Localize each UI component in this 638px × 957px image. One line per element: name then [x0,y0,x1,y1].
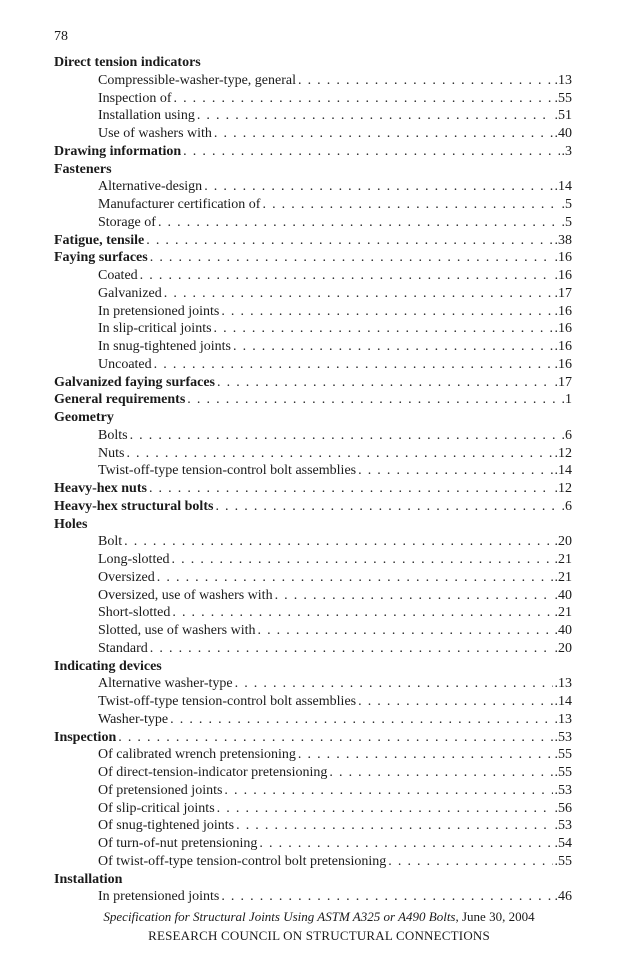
entry-page-ref: .13 [554,72,572,88]
entry-label: Geometry [54,410,114,425]
index-subentry [54,800,572,818]
dot-leader [215,498,559,516]
dot-leader [217,374,553,392]
index-subentry [54,817,572,835]
entry-label: Twist-off-type tension-control bolt assemblies [98,694,357,709]
dot-leader [329,764,552,782]
entry-page-ref: .5 [561,214,572,230]
index-heading [54,143,572,161]
entry-label: Short-slotted [98,605,171,621]
entry-label: Holes [54,516,88,532]
entry-label: Installation [54,871,123,887]
entry-page-ref: .13 [554,711,572,727]
entry-page-ref: .54 [554,836,572,851]
dot-leader [214,320,553,338]
entry-page-ref: .53 [554,729,572,745]
dot-leader [235,675,553,693]
index-heading [54,658,572,676]
index-subentry [54,445,572,463]
dot-leader [275,587,553,605]
index-heading [54,409,572,427]
entry-label: Storage of [98,214,156,230]
entry-label: Galvanized faying surfaces [54,374,215,390]
entry-label: Bolts [98,427,128,443]
entry-page-ref: .16 [554,339,572,354]
dot-leader [149,480,553,498]
dot-leader [262,196,559,214]
index-subentry [54,764,572,782]
entry-page-ref: .51 [554,108,572,124]
entry-label: Twist-off-type tension-control bolt assemblies [98,463,357,479]
entry-label: Of twist-off-type tension-control bolt pretensioning [98,853,387,869]
entry-page-ref: .14 [554,179,572,195]
dot-leader [257,622,552,640]
index-subentry [54,711,572,729]
entry-label: Coated [98,268,138,283]
entry-page-ref: .6 [561,427,572,443]
dot-leader [183,143,559,161]
entry-label: Oversized, use of washers with [98,587,273,603]
index-subentry [54,587,572,605]
index-subentry [54,178,572,196]
index-subentry [54,356,572,374]
index-subentry [54,888,572,906]
entry-label: Alternative-design [98,179,203,195]
dot-leader [233,338,553,356]
dot-leader [164,285,553,303]
entry-label: Drawing information [54,143,182,159]
index-subentry [54,427,572,445]
entry-label: In slip-critical joints [98,321,212,337]
footer-title: Specification for Structural Joints Using ASTM A325 or A490 Bolts [103,909,456,924]
index-subentry [54,303,572,321]
entry-label: Slotted, use of washers with [98,623,256,638]
entry-label: Heavy-hex nuts [54,481,147,496]
entry-page-ref: .20 [554,640,572,656]
footer-specification-title [0,908,638,926]
dot-leader [173,90,552,108]
entry-label: Of calibrated wrench pretensioning [98,747,296,763]
entry-label: Inspection of [98,90,172,106]
index-subentry [54,107,572,125]
entry-page-ref: .3 [561,143,572,159]
entry-label: Manufacturer certification of [98,197,261,212]
entry-label: In pretensioned joints [98,303,220,319]
entry-label: In snug-tightened joints [98,339,231,354]
dot-leader [224,782,552,800]
dot-leader [358,462,552,480]
index-heading [54,249,572,267]
entry-page-ref: .13 [554,676,572,692]
index-subentry [54,746,572,764]
entry-label: Bolt [98,534,123,550]
entry-page-ref: .1 [561,392,572,408]
entry-page-ref: .56 [554,800,572,816]
index-subentry [54,533,572,551]
entry-label: Alternative washer-type [98,676,233,692]
entry-page-ref: .14 [554,694,572,709]
entry-page-ref: .40 [554,623,572,638]
entry-page-ref: .53 [554,818,572,834]
index-subentry [54,338,572,356]
entry-page-ref: .55 [554,765,572,780]
dot-leader [118,729,552,747]
entry-page-ref: .5 [561,197,572,212]
index-heading [54,54,572,72]
index-heading [54,871,572,889]
entry-label: Fatigue, tensile [54,232,145,248]
dot-leader [172,604,552,622]
dot-leader [197,107,553,125]
entry-label: Installation using [98,108,195,124]
entry-page-ref: .12 [554,481,572,496]
dot-leader [170,711,552,729]
index-subentry [54,835,572,853]
entry-page-ref: .16 [554,356,572,372]
index-subentry [54,640,572,658]
entry-label: Compressible-washer-type, general [98,72,296,88]
entry-label: Standard [98,640,148,656]
entry-label: Washer-type [98,711,169,727]
index-subentry [54,604,572,622]
index-subentry [54,622,572,640]
entry-page-ref: .21 [554,552,572,567]
entry-label: General requirements [54,392,186,408]
dot-leader [358,693,552,711]
footer-council: RESEARCH COUNCIL ON STRUCTURAL CONNECTIONS [148,928,490,943]
index-subentry [54,693,572,711]
dot-leader [140,267,553,285]
dot-leader [214,125,553,143]
entry-page-ref: .40 [554,587,572,603]
entry-label: Long-slotted [98,552,170,567]
dot-leader [298,72,553,90]
index-list [54,54,572,906]
entry-page-ref: .21 [554,569,572,585]
index-heading [54,161,572,179]
index-subentry [54,782,572,800]
entry-page-ref: .55 [554,853,572,869]
entry-label: Heavy-hex structural bolts [54,498,214,514]
dot-leader [124,533,552,551]
entry-label: Inspection [54,729,117,745]
dot-leader [259,835,552,853]
dot-leader [298,746,553,764]
entry-page-ref: .16 [554,321,572,337]
entry-label: Faying surfaces [54,250,148,266]
page-number: 78 [54,29,68,44]
dot-leader [204,178,552,196]
dot-leader [146,232,552,250]
index-heading [54,498,572,516]
dot-leader [158,214,560,232]
footer-date: , June 30, 2004 [455,909,535,924]
entry-label: Of direct-tension-indicator pretensioning [98,765,328,780]
index-subentry [54,214,572,232]
index-subentry [54,125,572,143]
entry-page-ref: .16 [554,250,572,266]
dot-leader [221,888,552,906]
entry-label: In pretensioned joints [98,889,220,905]
entry-page-ref: .21 [554,605,572,621]
index-subentry [54,675,572,693]
entry-page-ref: .55 [554,747,572,763]
dot-leader [236,817,552,835]
dot-leader [187,391,559,409]
index-subentry [54,569,572,587]
entry-label: Direct tension indicators [54,55,201,70]
dot-leader [388,853,552,871]
dot-leader [172,551,553,569]
index-heading [54,729,572,747]
index-subentry [54,551,572,569]
entry-page-ref: .14 [554,463,572,479]
entry-page-ref: .12 [554,445,572,461]
entry-label: Use of washers with [98,126,212,141]
entry-label: Of pretensioned joints [98,782,223,798]
index-subentry [54,285,572,303]
entry-page-ref: .55 [554,90,572,106]
index-subentry [54,196,572,214]
dot-leader [217,800,553,818]
entry-label: Nuts [98,445,125,461]
dot-leader [130,427,560,445]
index-heading [54,374,572,392]
entry-page-ref: .17 [554,374,572,390]
entry-label: Oversized [98,569,155,585]
index-subentry [54,462,572,480]
entry-page-ref: .46 [554,889,572,905]
entry-label: Fasteners [54,161,112,177]
index-subentry [54,320,572,338]
dot-leader [221,303,552,321]
entry-page-ref: .16 [554,268,572,283]
entry-label: Of snug-tightened joints [98,818,235,834]
index-heading [54,391,572,409]
index-heading [54,232,572,250]
entry-page-ref: .20 [554,534,572,550]
entry-label: Galvanized [98,285,162,301]
index-subentry [54,267,572,285]
entry-label: Uncoated [98,356,152,372]
entry-page-ref: .53 [554,782,572,798]
dot-leader [157,569,553,587]
dot-leader [150,249,553,267]
dot-leader [154,356,553,374]
index-heading [54,516,572,534]
entry-page-ref: .17 [554,285,572,301]
entry-page-ref: .16 [554,303,572,319]
index-heading [54,480,572,498]
entry-page-ref: .40 [554,126,572,141]
entry-label: Of turn-of-nut pretensioning [98,836,258,851]
index-subentry [54,853,572,871]
entry-page-ref: .6 [561,498,572,514]
index-subentry [54,72,572,90]
entry-label: Of slip-critical joints [98,800,215,816]
dot-leader [150,640,553,658]
dot-leader [126,445,552,463]
index-subentry [54,90,572,108]
entry-page-ref: .38 [554,232,572,248]
entry-label: Indicating devices [54,658,162,674]
